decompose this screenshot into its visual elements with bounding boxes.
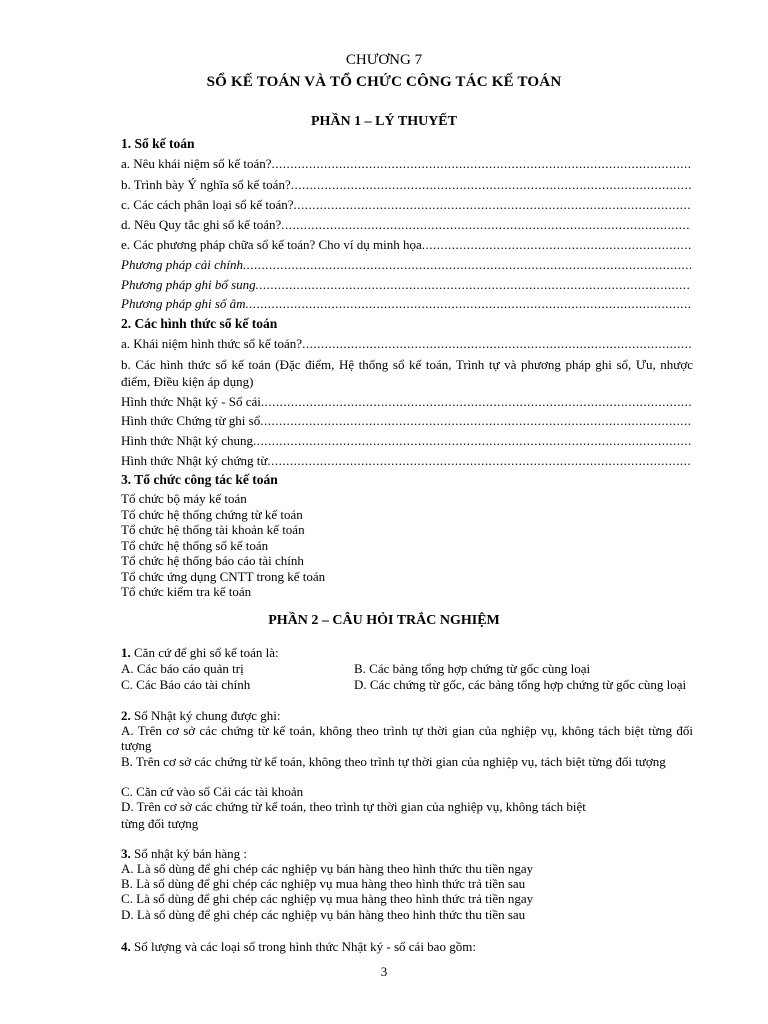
question-1: 1. Căn cứ để ghi sổ kế toán là: xyxy=(121,645,279,660)
chapter-heading: CHƯƠNG 7 xyxy=(345,52,423,68)
s2-form-2: Hình thức Chứng từ ghi sổ ..... xyxy=(121,413,691,429)
q3-option-a: A. Là sổ dùng để ghi chép các nghiệp vụ bán hàng theo hình thức thu tiền ngay xyxy=(121,861,534,876)
s2-item-a: a. Khái niệm hình thức sổ kế toán? ..... xyxy=(121,336,691,352)
section1-title: 1. Sổ kế toán xyxy=(121,136,195,151)
s2-form-4: Hình thức Nhật ký chứng từ ..... xyxy=(121,453,691,469)
q1-option-b: B. Các bảng tổng hợp chứng từ gốc cùng loại xyxy=(354,661,591,676)
question-3: 3. Sổ nhật ký bán hàng : xyxy=(121,846,248,861)
s2-item-b: b. Các hình thức sổ kế toán (Đặc điểm, Hệ thống sổ kế toán, Trình tự và phương pháp ghi sổ, Ưu, nhược điểm, Điều kiện áp dụng) xyxy=(121,357,693,389)
q2-option-d-cont: từng đối tượng xyxy=(121,816,199,831)
s3-item: Tổ chức ứng dụng CNTT trong kế toán xyxy=(121,569,326,584)
q1-option-a: A. Các báo cáo quản trị xyxy=(121,661,244,676)
part2-title: PHẦN 2 – CÂU HỎI TRẮC NGHIỆM xyxy=(268,613,500,628)
q1-option-d: D. Các chứng từ gốc, các bảng tổng hợp chứng từ gốc cùng loại xyxy=(354,677,687,692)
question-4: 4. Số lượng và các loại sổ trong hình thức Nhật ký - sổ cái bao gồm: xyxy=(121,939,476,954)
s3-item: Tổ chức kiểm tra kế toán xyxy=(121,584,252,599)
page-number: 3 xyxy=(380,964,388,979)
s3-item: Tổ chức hệ thống báo cáo tài chính xyxy=(121,553,304,568)
section2-title: 2. Các hình thức sổ kế toán xyxy=(121,316,278,331)
s1-method-3: Phương pháp ghi số âm ..... xyxy=(121,296,691,312)
s1-item-e: e. Các phương pháp chữa sổ kế toán? Cho ví dụ minh họa ..... xyxy=(121,237,691,253)
q2-option-a: A. Trên cơ sở các chứng từ kế toán, không theo trình tự thời gian của nghiệp vụ, không tách biệt từng đối tượng xyxy=(121,723,693,753)
s3-item: Tổ chức hệ thống tài khoản kế toán xyxy=(121,522,305,537)
section3-title: 3. Tổ chức công tác kế toán xyxy=(121,472,278,487)
question-2: 2. Sổ Nhật ký chung được ghi: xyxy=(121,708,281,723)
s3-item: Tổ chức hệ thống sổ kế toán xyxy=(121,538,269,553)
part1-title: PHẦN 1 – LÝ THUYẾT xyxy=(311,114,457,129)
q3-option-b: B. Là sổ dùng để ghi chép các nghiệp vụ mua hàng theo hình thức trả tiền sau xyxy=(121,876,526,891)
q3-option-c: C. Là sổ dùng để ghi chép các nghiệp vụ mua hàng theo hình thức trả tiền ngay xyxy=(121,891,534,906)
s1-method-2: Phương pháp ghi bổ sung ..... xyxy=(121,277,691,293)
q2-option-b: B. Trên cơ sở các chứng từ kế toán, không theo trình tự thời gian của nghiệp vụ, tách biệt từng đối tượng xyxy=(121,754,666,769)
s3-item: Tổ chức bộ máy kế toán xyxy=(121,491,247,506)
s1-item-d: d. Nêu Quy tắc ghi sổ kế toán? ..... xyxy=(121,217,691,233)
q2-option-d: D. Trên cơ sở các chứng từ kế toán, theo trình tự thời gian của nghiệp vụ, không tách biệt xyxy=(121,799,586,814)
s2-form-3: Hình thức Nhật ký chung ..... xyxy=(121,433,691,449)
chapter-title: SỔ KẾ TOÁN VÀ TỔ CHỨC CÔNG TÁC KẾ TOÁN xyxy=(206,74,562,90)
q1-option-c: C. Các Báo cáo tài chính xyxy=(121,677,251,692)
s3-item: Tổ chức hệ thống chứng từ kế toán xyxy=(121,507,303,522)
s1-item-c: c. Các cách phân loại sổ kế toán? ..... xyxy=(121,197,691,213)
s1-method-1: Phương pháp cải chính ..... xyxy=(121,257,691,273)
s1-item-b: b. Trình bày Ý nghĩa sổ kế toán? ..... xyxy=(121,177,691,193)
q3-option-d: D. Là sổ dùng để ghi chép các nghiệp vụ bán hàng theo hình thức thu tiền sau xyxy=(121,907,526,922)
s2-form-1: Hình thức Nhật ký - Sổ cái ..... xyxy=(121,394,691,410)
q2-option-c: C. Căn cứ vào sổ Cái các tài khoản xyxy=(121,784,304,799)
s1-item-a: a. Nêu khái niệm sổ kế toán? ..... xyxy=(121,156,691,172)
